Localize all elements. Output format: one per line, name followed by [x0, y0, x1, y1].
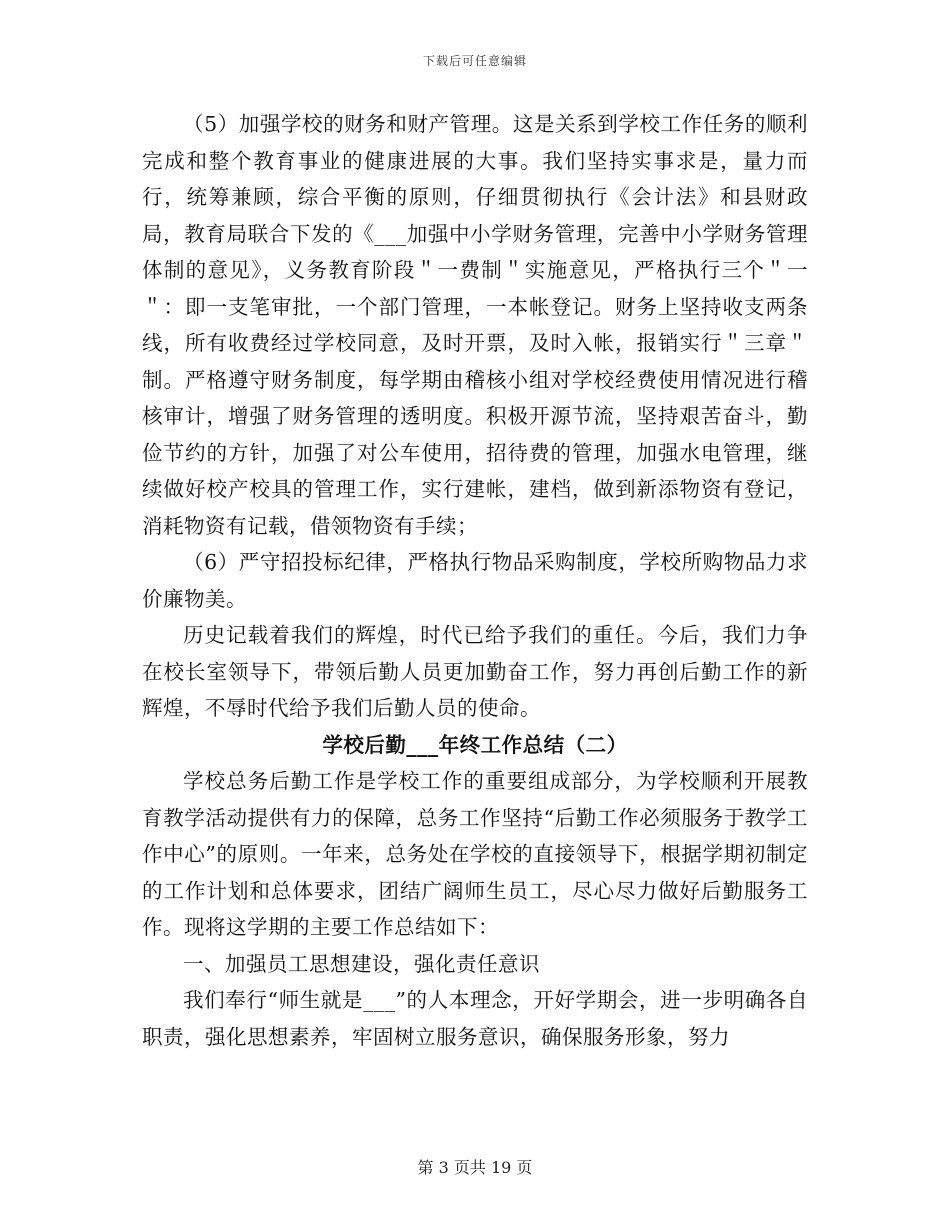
paragraph-intro: 学校总务后勤工作是学校工作的重要组成部分，为学校顺利开展教育教学活动提供有力的保障，总务工作坚持“后勤工作必须服务于教学工作中心”的原则。一年来，总务处在学校的直接领导下，根据学期初制定的工作计划和总体要求，团结广阔师生员工，尽心尽力做好后勤服务工作。现将这学期的主要工作总结如下： — [142, 769, 808, 939]
header-note: 下载后可任意编辑 — [422, 54, 527, 68]
document-body — [142, 106, 808, 1055]
paragraph-procurement: （6）严守招投标纪律，严格执行物品采购制度，学校所购物品力求价廉物美。 — [142, 550, 808, 611]
paragraph-service-concept: 我们奉行“师生就是___”的人本理念，开好学期会，进一步明确各自职责，强化思想素养，牢固树立服务意识，确保服务形象，努力 — [142, 988, 808, 1049]
page-number-footer: 第 3 页共 19 页 — [417, 1158, 533, 1177]
paragraph-outlook: 历史记载着我们的辉煌，时代已给予我们的重任。今后，我们力争在校长室领导下，带领后勤人员更加勤奋工作，努力再创后勤工作的新辉煌，不辱时代给予我们后勤人员的使命。 — [142, 623, 808, 720]
subheading-staff-ideology: 一、加强员工思想建设，强化责任意识 — [183, 951, 540, 976]
paragraph-finance-management: （5）加强学校的财务和财产管理。这是关系到学校工作任务的顺利完成和整个教育事业的健康进展的大事。我们坚持实事求是，量力而行，统筹兼顾，综合平衡的原则，仔细贯彻执行《会计法》和县财政局，教育局联合下发的《___加强中小学财务管理，完善中小学财务管理体制的意见》，义务教育阶段＂一费制＂实施意见，严格执行三个＂一＂：即一支笔审批，一个部门管理，一本帐登记。财务上坚持收支两条线，所有收费经过学校同意，及时开票，及时入帐，报销实行＂三章＂制。严格遵守财务制度，每学期由稽核小组对学校经费使用情况进行稽核审计，增强了财务管理的透明度。积极开源节流，坚持艰苦奋斗，勤俭节约的方针，加强了对公车使用，招待费的管理，加强水电管理，继续做好校产校具的管理工作，实行建帐，建档，做到新添物资有登记，消耗物资有记载，借领物资有手续； — [142, 112, 808, 538]
section-heading: 学校后勤___年终工作总结（二） — [322, 732, 628, 757]
